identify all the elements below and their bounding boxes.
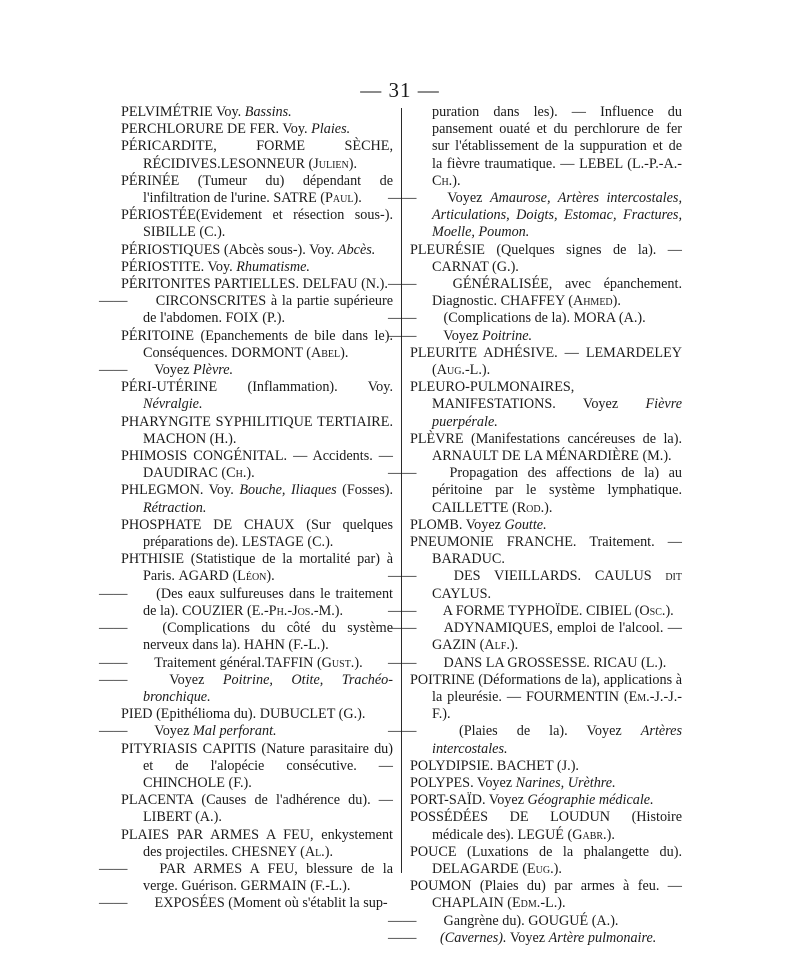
repeat-dash: —— [388,568,417,585]
entry-text: (Manifestations cancéreuses de la). [463,430,682,447]
repeat-dash: —— [388,620,417,637]
entry-crossref: Narines, Urèthre. [515,774,616,791]
index-entry [121,173,393,207]
index-entry [121,792,393,826]
index-entry [388,929,682,947]
entry-heading: PÉRICARDITE, [121,138,217,155]
entry-text: Voyez [506,929,549,946]
index-entry [410,104,682,190]
index-entry [410,878,682,912]
entry-heading: PHTHISIE [121,551,185,568]
entry-heading: PÉRI-UTÉRINE [121,379,218,396]
entry-crossref: Névralgie. [143,396,203,413]
entry-qualifier: SYPHILITIQUE TERTIAIRE. [210,413,393,430]
entry-crossref: Poitrine. [482,327,533,344]
entry-author: GOUGUÉ (A.). [528,912,619,929]
index-entry [121,242,393,259]
index-entry [410,809,682,843]
entry-author: MORA (A.). [573,310,646,327]
entry-crossref: Artères intercostales. [432,723,682,757]
index-entry [121,276,393,293]
entry-text: enkystement des projectiles. [143,826,393,860]
entry-crossref: Bassins. [244,104,292,120]
entry-text: (Epanchements de bile dans le). Conséquences. [143,327,393,361]
entry-heading: PERCHLORURE [121,121,224,138]
entry-author: DAUDIRAC (Ch.). [143,465,255,482]
entry-text: emploi de l'alcool. — [552,620,682,637]
entry-text: Voyez [151,362,194,379]
entry-heading: PHLEGMON. [121,482,204,499]
index-entry [99,895,393,912]
entry-text: Voy. [203,482,240,499]
entry-qualifier: DANS LA GROSSESSE. [440,654,590,671]
entry-crossref: Rétraction. [143,499,207,516]
index-entry [99,671,393,706]
entry-heading: POSSÉDÉES [410,809,489,826]
repeat-dash: —— [99,671,128,688]
entry-heading: PLOMB. [410,516,463,533]
repeat-dash: —— [99,362,128,379]
entry-text: Voyez [440,327,483,344]
entry-qualifier: MANIFESTATIONS. [432,396,556,413]
entry-crossref: Fièvre puerpérale. [432,396,682,430]
entry-text: (Quelques signes de la). — [484,241,682,258]
entry-heading: PHIMOSIS [121,448,188,465]
entry-heading: POITRINE [410,671,475,688]
entry-text: (Déformations de la), applications à la pleurésie. — [432,671,682,705]
entry-text: (Plaies du) par armes à feu. — [471,878,682,895]
repeat-dash: —— [388,276,417,293]
index-entry [388,602,682,620]
repeat-dash: —— [388,465,417,482]
entry-crossref: Artère pulmonaire. [548,929,657,946]
entry-heading: PÉRIOSTITE. [121,258,205,275]
repeat-dash: —— [388,912,417,929]
entry-author: CHESNEY (Al.). [231,843,333,860]
entry-author: DELFAU (N.). [299,276,388,293]
index-entry [388,620,682,654]
entry-author: CARNAT (G.). [432,258,519,275]
entry-text: Voyez [151,723,194,740]
entry-qualifier: EXPOSÉES [151,895,225,912]
entry-text: Traitement général. [151,654,265,671]
entry-text: (Tumeur du) dépendant de l'infiltration de l'urine. [143,172,393,207]
index-entry [99,585,393,620]
index-entry [99,620,393,654]
entry-text: (Evidement et résection sous-). [195,207,393,224]
index-entry [99,362,393,379]
entry-text: Voy. [212,104,245,120]
entry-author: LEBEL (L.-P.-A.-Ch.). [432,155,682,189]
repeat-dash: —— [388,654,417,671]
entry-text: blessure de la verge. Guérison. [143,860,393,895]
repeat-dash: —— [99,585,128,602]
index-entry [388,327,682,345]
index-entry [99,293,394,327]
entry-qualifier: CIRCONSCRITES [151,293,267,310]
entry-qualifier: DE CHAUX [201,516,295,533]
entry-text: (Des eaux sulfureuses dans le traitement de la). [143,585,393,619]
entry-author: COUZIER (E.-Ph.-Jos.-M.). [182,602,344,619]
entry-author: LESONNEUR (Julien). [220,155,358,172]
entry-text: Voyez [473,774,516,791]
entry-heading: PÉRITONITES [121,276,211,293]
entry-heading: POUCE [410,843,457,860]
entry-crossref: Goutte. [504,516,547,533]
repeat-dash: —— [388,929,417,946]
index-entry [121,104,393,121]
entry-text: (Inflammation). Voy. [217,379,393,396]
entry-text: . Voy. [275,121,312,138]
entry-heading: PIED [121,706,153,723]
index-entry [410,431,682,465]
entry-heading: PÉRIOSTÉE [121,207,196,224]
entry-heading: PHOSPHATE [121,516,202,533]
index-entry [410,844,682,878]
entry-qualifier: PARTIELLES. [210,276,300,293]
entry-author: LEGUÉ (Gabr.). [517,826,615,843]
entry-crossref: Mal perforant. [193,723,277,740]
entry-author: HAHN (F.-L.). [243,637,329,654]
entry-text: Voyez [555,396,646,413]
entry-author: BARADUC. [432,551,505,568]
entry-text: Propagation des affections de la) au péritoine par le système lymphatique. [432,465,682,499]
index-entry [121,827,393,861]
index-entry [121,448,393,482]
entry-text: (Causes de l'adhérence du). — [193,792,393,809]
entry-text: (Nature parasitaire du) et de l'alopécie consécutive. — [143,740,393,774]
index-entry [121,706,393,723]
entry-author: DELAGARDE (Eug.). [432,860,562,877]
entry-text: (Luxations de la phalangette du). [456,843,682,860]
entry-qualifier: ADHÉSIVE. [477,344,558,361]
entry-text: (Complications de la). [440,310,574,327]
repeat-dash: —— [99,860,128,877]
entry-crossref: Amaurose, Artères intercostales, Articulations, Doigts, Estomac, Fractures, Moelle, Poumon. [432,190,682,241]
entry-heading: PLÈVRE [410,430,464,447]
entry-text: , avec épanchement. Diagnostic. [432,276,682,310]
entry-author: CHINCHOLE (F.). [143,774,252,791]
entry-author: ARNAULT DE LA MÉNARDIÈRE (M.). [432,448,672,465]
index-column-left [99,104,394,913]
entry-author: CAULUS dit CAYLUS. [432,568,682,602]
index-entry [121,328,393,362]
entry-heading: PLACENTA [121,792,194,809]
index-entry [388,465,682,517]
repeat-dash: —— [99,293,128,310]
entry-author: LESTAGE (C.). [241,534,334,551]
entry-heading: PLEURITE [410,344,477,361]
index-entry [410,242,682,276]
index-entry [121,207,393,241]
index-entry [388,723,682,757]
entry-text: — Accidents. — [287,448,393,465]
index-entry [121,551,393,585]
entry-author: FOURMENTIN (Em.-J.-J.-F.). [432,688,682,723]
entry-heading: PLAIES [121,826,170,843]
entry-author: AGARD (Léon). [178,568,275,585]
entry-author: GAZIN (Alf.). [432,637,519,654]
entry-qualifier: GÉNÉRALISÉE [440,276,549,293]
entry-text: Voyez [151,671,223,688]
entry-qualifier: DES VIEILLARDS. [440,568,582,585]
index-entry [121,741,393,793]
index-entry [121,517,393,551]
entry-author: TAFFIN (Gust.). [264,654,363,671]
entry-author: BACHET (J.). [493,757,579,774]
repeat-dash: —— [99,620,128,637]
entry-qualifier: ADYNAMIQUES, [440,620,553,637]
index-entry [410,534,682,568]
index-entry [388,912,682,930]
entry-text: — [557,344,586,361]
entry-author: DUBUCLET (G.). [259,706,366,723]
index-entry [388,654,682,672]
entry-author: CAILLETTE (Rod.). [432,499,553,516]
entry-text: Traitement. — [576,534,682,551]
index-entry [388,310,682,327]
entry-author: LEMARDELEY (Aug.-L.). [432,344,682,379]
entry-qualifier: A FORME TYPHOÏDE. [440,602,583,619]
index-entry [121,379,393,413]
entry-crossref: Plèvre. [193,362,234,379]
repeat-dash: —— [99,654,128,671]
entry-crossref: Plaies. [311,121,351,138]
repeat-dash: —— [99,723,128,740]
entry-author: SATRE (Paul). [273,190,362,207]
entry-qualifier: FORME SÈCHE, RÉCIDIVES. [143,138,393,172]
entry-heading: PHARYNGITE [121,413,211,430]
column-divider [401,108,402,873]
entry-heading: PELVIMÉTRIE [121,104,213,120]
entry-text: Gangrène du). [440,912,529,929]
index-entry [121,121,393,138]
entry-text: Voyez [485,792,528,809]
entry-text: Voy. [204,258,237,275]
index-entry [410,792,682,809]
entry-heading: POLYPES. [410,774,474,791]
entry-qualifier: CAPITIS [197,740,257,757]
entry-heading: PNEUMONIE [410,534,494,551]
entry-heading: PITYRIASIS [121,740,198,757]
entry-text: (Histoire médicale des). [432,809,682,843]
entry-author: FOIX (P.). [225,310,286,327]
entry-text: (Statistique de la mortalité par) à Paris. [143,551,393,585]
entry-heading: POLYDIPSIE. [410,757,494,774]
entry-heading: PLEURÉSIE [410,241,485,258]
repeat-dash: —— [388,602,417,619]
index-entry [99,723,393,740]
entry-author: SIBILLE (C.). [143,224,226,241]
entry-text: puration dans les). — Influence du pansement ouaté et du perchlorure de fer sur l'établissement de la suppuration et de la fièvre traumatique. — [432,104,682,172]
repeat-dash: —— [388,327,417,344]
entry-heading: PLEURO-PULMONAIRES, [410,379,575,396]
entry-heading: POUMON [410,878,472,895]
entry-author: CHAPLAIN (Edm.-L.). [432,895,566,912]
index-entry [410,517,682,534]
entry-heading: PÉRIOSTIQUES [121,241,221,258]
entry-crossref: Bouche, Iliaques [239,482,337,499]
index-entry [121,414,393,448]
entry-text: à la partie supérieure de l'abdomen. [143,293,394,327]
index-entry [121,259,393,276]
entry-author: RICAU (L.). [589,654,667,671]
repeat-dash: —— [388,190,417,207]
index-column-right [388,104,682,947]
entry-text: (Fosses). [336,482,393,499]
index-entry [388,568,682,602]
entry-qualifier: PAR ARMES A FEU, [169,826,314,843]
entry-text: (Sur quelques préparations de). [143,516,393,551]
entry-heading: PORT-SAÏD. [410,792,486,809]
entry-author: MACHON (H.). [143,430,237,447]
entry-author: LIBERT (A.). [143,809,222,826]
entry-qualifier: FRANCHE. [493,534,577,551]
entry-crossref: (Cavernes). [440,929,507,946]
entry-crossref: Poitrine, Otite, Trachéo-bronchique. [143,671,393,705]
index-entry [121,138,393,172]
repeat-dash: —— [388,310,417,327]
index-entry [410,672,682,724]
index-entry [410,379,682,431]
repeat-dash: —— [388,723,417,740]
index-entry [388,276,682,310]
entry-qualifier: PAR ARMES A FEU, [151,860,298,877]
index-entry [410,345,682,379]
entry-author: CIBIEL (Osc.). [582,602,674,619]
index-entry [410,775,682,792]
entry-qualifier: DE LOUDUN [488,809,610,826]
index-entry [388,190,682,242]
entry-heading: PÉRITOINE [121,327,195,344]
entry-heading: PÉRINÉE [121,172,180,189]
entry-author: CHAFFEY (Ahmed). [500,293,621,310]
entry-text: (Epithélioma du). [152,706,260,723]
index-entry [121,482,393,516]
entry-crossref: Rhumatisme. [236,258,310,275]
entry-text: (Abcès sous-). Voy. [220,241,338,258]
entry-qualifier: CONGÉNITAL. [187,448,288,465]
entry-text: (Moment où s'établit la sup- [224,895,388,912]
entry-text: Voyez [462,516,505,533]
entry-text: Voyez [440,190,490,207]
repeat-dash: —— [99,895,128,912]
entry-crossref: Géographie médicale. [527,792,654,809]
entry-author: GERMAIN (F.-L.). [240,878,351,895]
index-entry [99,654,393,672]
entry-text: (Plaies de la). Voyez [440,723,641,740]
entry-author: DORMONT (Abel). [231,344,349,361]
entry-crossref: Abcès. [337,241,376,258]
index-entry [99,860,393,895]
entry-qualifier: DE FER [223,121,276,138]
entry-text: (Complications du côté du système nerveux dans la). [143,620,393,654]
index-entry [410,758,682,775]
page-number: — 31 — [360,78,440,102]
